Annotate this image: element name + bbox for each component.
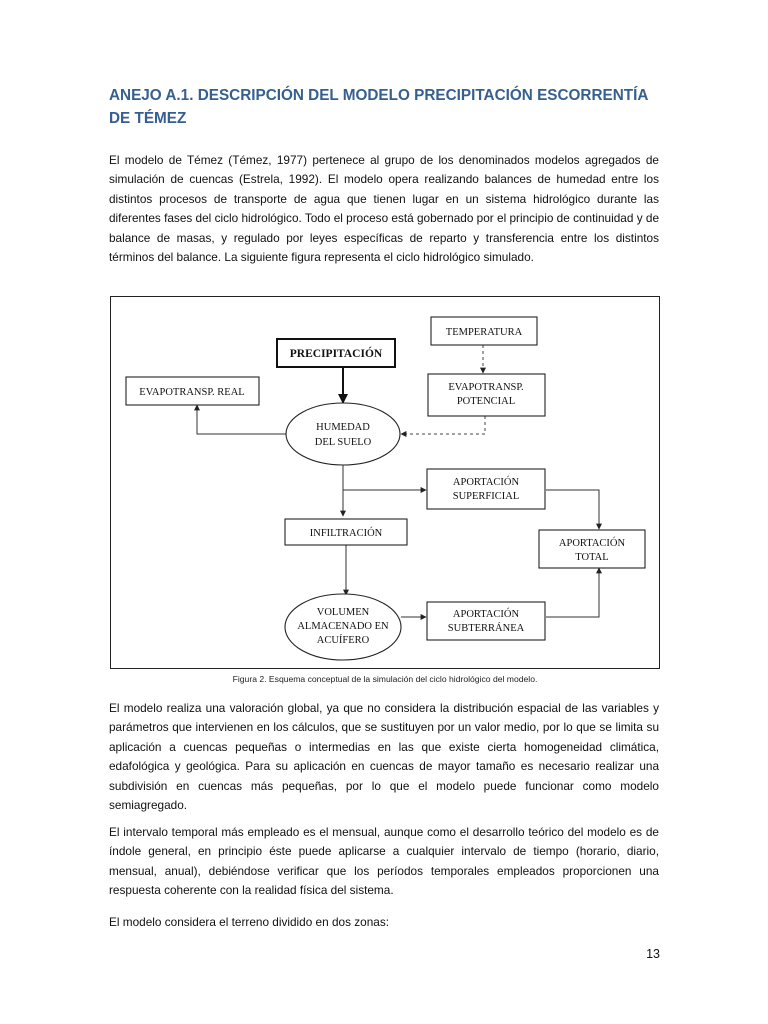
node-evapo-pot-line2: POTENCIAL	[456, 396, 516, 407]
node-infiltracion-label: INFILTRACIÓN	[309, 528, 383, 539]
paragraph-intervalo: El intervalo temporal más empleado es el mensual, aunque como el desarrollo teórico del modelo es de índole general, en principio éste puede aplicarse a cualquier intervalo de tiempo (horario, diario, mensual, anual), debiéndose verificar que los períodos temporales empleados proporcionen una respuesta coherente con la realidad física del sistema.	[109, 825, 659, 898]
node-aportsup-line2: SUPERFICIAL	[452, 491, 520, 502]
node-volumen-acuifero	[285, 594, 401, 660]
edge-humedad-evaporeal	[197, 405, 286, 434]
node-evapo-real-label: EVAPOTRANSP. REAL	[139, 387, 245, 398]
hydrologic-cycle-diagram	[110, 296, 660, 669]
node-volumen-line3: ACUÍFERO	[316, 635, 370, 646]
paragraph-zonas: El modelo considera el terreno dividido en dos zonas:	[109, 915, 390, 929]
node-evapo-pot-line1: EVAPOTRANSP.	[448, 382, 524, 393]
node-volumen-line2: ALMACENADO EN	[297, 621, 389, 632]
node-aportsup-line1: APORTACIÓN	[452, 477, 520, 488]
node-aporttotal-line1: APORTACIÓN	[558, 538, 626, 549]
page-number: 13	[646, 947, 660, 961]
node-evapotransp-potencial	[428, 374, 545, 416]
node-aportsub-line2: SUBTERRÁNEA	[447, 623, 525, 634]
node-aporttotal-line2: TOTAL	[575, 552, 609, 563]
figure-caption: Figura 2. Esquema conceptual de la simulación del ciclo hidrológico del modelo.	[232, 674, 538, 684]
node-volumen-line1: VOLUMEN	[316, 607, 370, 618]
node-aportacion-total	[539, 530, 645, 568]
node-humedad-suelo	[286, 403, 400, 465]
node-infiltracion	[285, 519, 407, 545]
node-aportacion-superficial	[427, 469, 545, 509]
paragraph-intro: El modelo de Témez (Témez, 1977) pertenece al grupo de los denominados modelos agregados de simulación de cuencas (Estrela, 1992). El modelo opera realizando balances de humedad entre los distintos procesos de transporte de agua que tienen lugar en un sistema hidrológico durante las diferentes fases del ciclo hidrológico. Todo el proceso está gobernado por el principio de continuidad y de balance de masas, y regulado por leyes específicas de reparto y transferencia entre los distintos términos del balance. La siguiente figura representa el ciclo hidrológico simulado.	[109, 153, 660, 265]
edge-evapo-humedad	[401, 416, 485, 434]
node-evapotransp-real	[126, 377, 259, 405]
node-humedad-line2: DEL SUELO	[314, 437, 372, 448]
node-temperatura	[431, 317, 537, 345]
paragraph-valoracion: El modelo realiza una valoración global, ya que no considera la distribución espacial de las variables y parámetros que intervienen en los cálculos, que se sustituyen por un valor medio, por lo que se limita su aplicación a cuencas pequeñas o intermedias en las que existe cierta homogeneidad climática, edafológica y geológica. Para su aplicación en cuencas de mayor tamaño es necesario realizar una subdivisión en cuencas más pequeñas, por lo que el modelo puede funcionar como modelo semiagregado.	[109, 701, 659, 813]
node-aportacion-subterranea	[427, 602, 545, 640]
node-precipitacion-label: PRECIPITACIÓN	[289, 348, 383, 360]
node-humedad-line1: HUMEDAD	[316, 422, 370, 433]
node-precipitacion	[277, 339, 395, 367]
edge-aportsub-total	[546, 568, 599, 617]
node-temperatura-label: TEMPERATURA	[445, 327, 523, 338]
edge-aportsup-total	[546, 490, 599, 529]
node-aportsub-line1: APORTACIÓN	[452, 609, 520, 620]
section-heading: ANEJO A.1. DESCRIPCIÓN DEL MODELO PRECIPITACIÓN ESCORRENTÍA DE TÉMEZ	[109, 87, 648, 127]
